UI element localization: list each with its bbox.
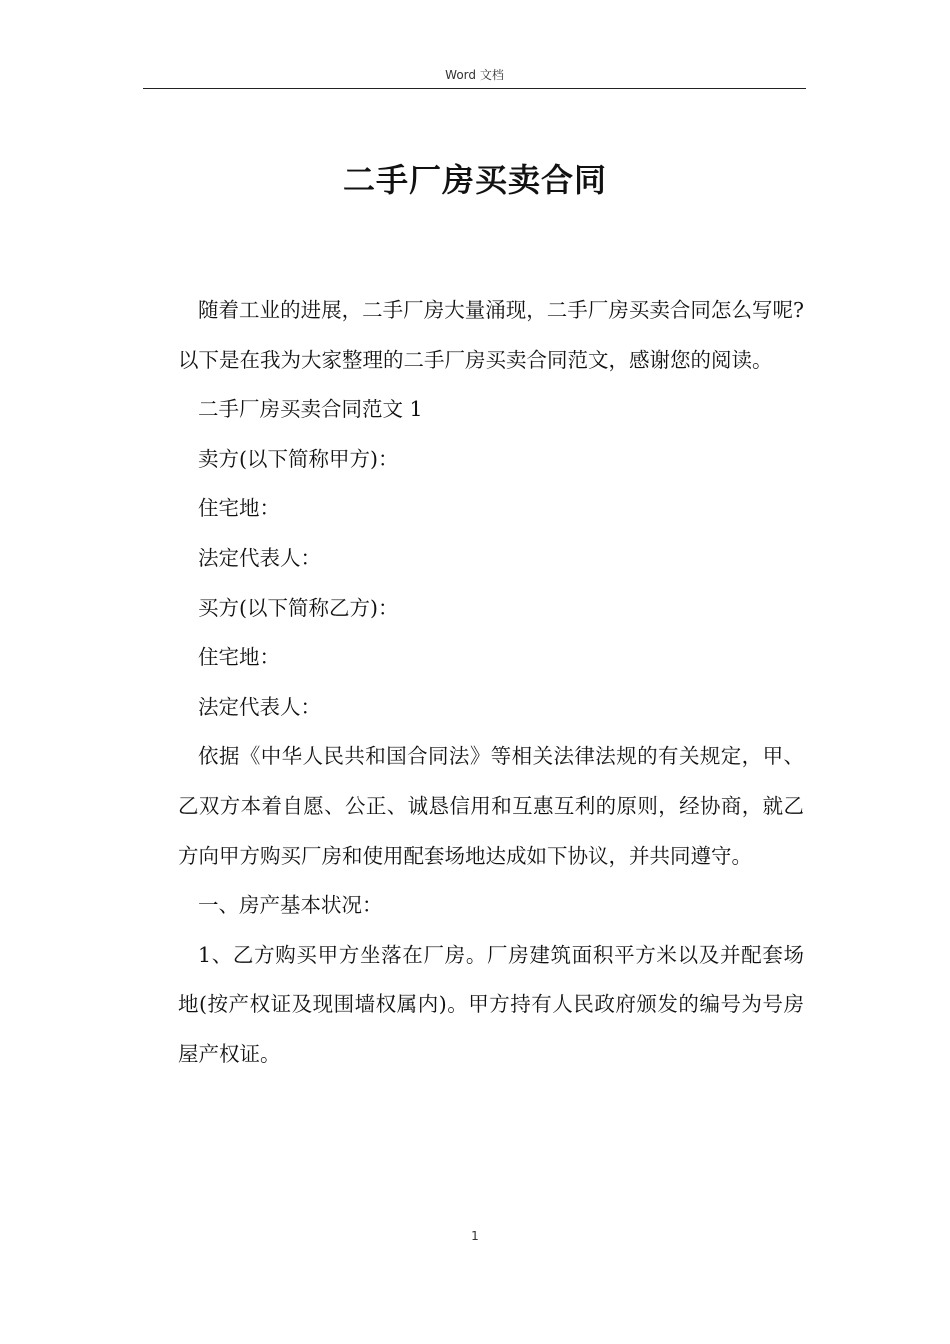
page-number: 1 bbox=[471, 1229, 479, 1243]
document-body bbox=[178, 286, 804, 1080]
paragraph-legal-basis: 依据《中华人民共和国合同法》等相关法律法规的有关规定，甲、乙双方本着自愿、公正、诚恳信用和互惠互利的原则，经协商，就乙方向甲方购买厂房和使用配套场地达成如下协议，并共同遵守。 bbox=[178, 744, 804, 868]
paragraph-seller: 卖方(以下简称甲方)： bbox=[198, 446, 399, 471]
paragraph-buyer-representative: 法定代表人： bbox=[198, 694, 321, 719]
paragraph-intro: 随着工业的进展，二手厂房大量涌现，二手厂房买卖合同怎么写呢?以下是在我为大家整理的二手厂房买卖合同范文，感谢您的阅读。 bbox=[178, 298, 804, 372]
paragraph-clause-one: 1、乙方购买甲方坐落在厂房。厂房建筑面积平方米以及并配套场地(按产权证及现围墙权属内)。甲方持有人民政府颁发的编号为号房屋产权证。 bbox=[178, 942, 804, 1066]
paragraph-buyer-address: 住宅地： bbox=[198, 645, 280, 670]
paragraph-section-one-heading: 一、房产基本状况： bbox=[198, 893, 383, 918]
paragraph-seller-representative: 法定代表人： bbox=[198, 545, 321, 570]
header-text: Word 文档 bbox=[445, 68, 504, 82]
paragraph-buyer: 买方(以下简称乙方)： bbox=[198, 595, 399, 620]
document-title: 二手厂房买卖合同 bbox=[342, 161, 607, 199]
page-header bbox=[143, 62, 806, 89]
paragraph-seller-address: 住宅地： bbox=[198, 496, 280, 521]
paragraph-sample-heading: 二手厂房买卖合同范文 1 bbox=[198, 397, 423, 422]
